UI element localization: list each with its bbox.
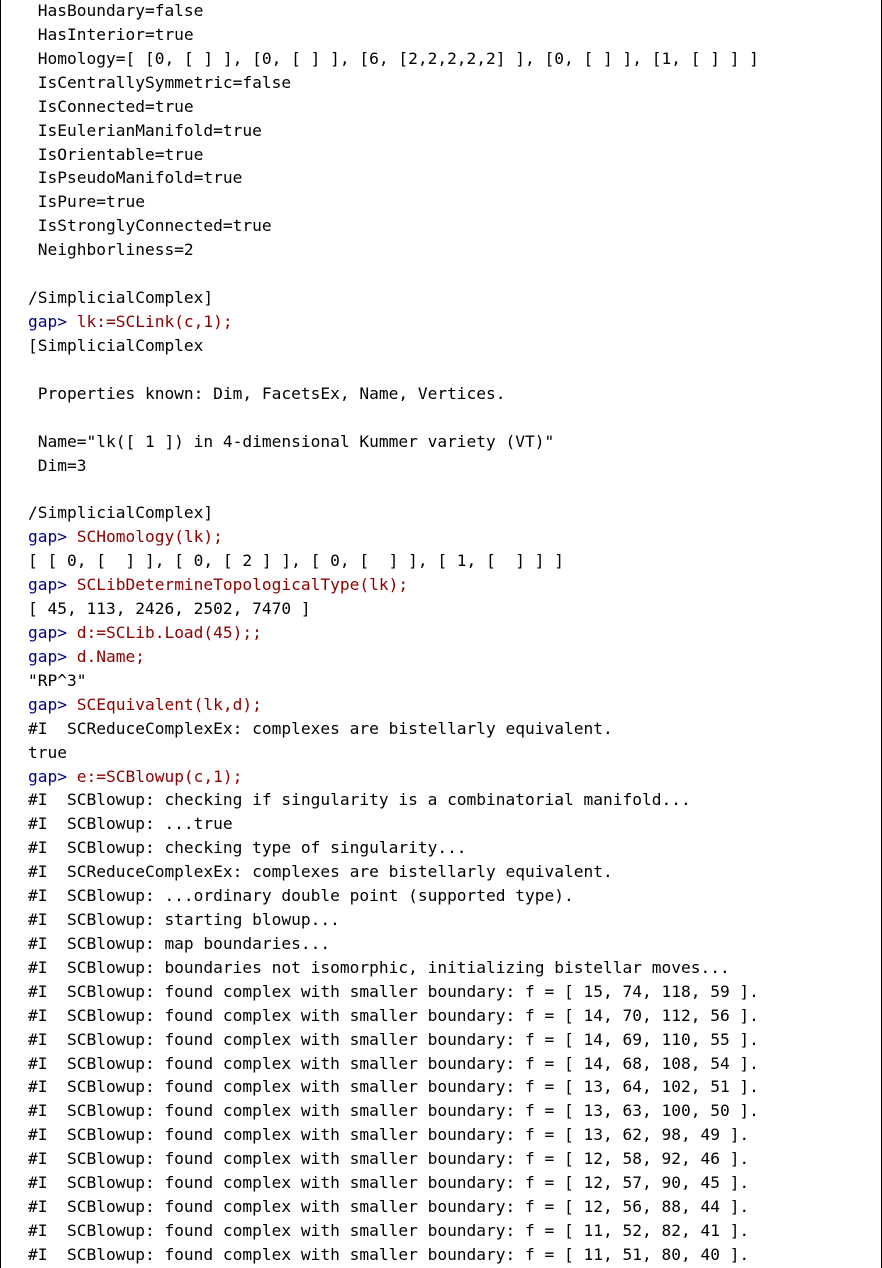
output-line [28, 382, 759, 406]
output-text: [SimplicialComplex [28, 335, 204, 355]
output-text: #I SCBlowup: checking if singularity is a combinatorial manifold... [28, 790, 691, 810]
output-line [28, 717, 759, 741]
output-line [28, 71, 759, 95]
output-text: Properties known: Dim, FacetsEx, Name, Vertices. [28, 383, 506, 403]
output-text: #I SCBlowup: map boundaries... [28, 933, 331, 953]
output-text: IsCentrallySymmetric=false [28, 72, 292, 92]
output-text: #I SCBlowup: found complex with smaller boundary: f = [ 14, 70, 112, 56 ]. [28, 1005, 759, 1025]
output-line [28, 1219, 759, 1243]
output-text: #I SCBlowup: checking type of singularity... [28, 838, 467, 858]
output-line [28, 669, 759, 693]
output-line [28, 1004, 759, 1028]
gap-prompt: gap> [28, 527, 77, 547]
output-text: IsConnected=true [28, 96, 194, 116]
output-text: HasBoundary=false [28, 1, 204, 20]
output-text: #I SCBlowup: ...ordinary double point (supported type). [28, 886, 574, 906]
command-input: lk:=SCLink(c,1); [76, 311, 233, 331]
output-line [28, 1243, 759, 1267]
output-line [28, 956, 759, 980]
output-line [28, 47, 759, 71]
output-text: Dim=3 [28, 455, 87, 475]
output-text: #I SCReduceComplexEx: complexes are bistellarly equivalent. [28, 718, 613, 738]
output-text: "RP^3" [28, 670, 87, 690]
gap-prompt: gap> [28, 766, 77, 786]
output-line [28, 884, 759, 908]
output-line [28, 980, 759, 1004]
output-line [28, 812, 759, 836]
output-text: HasInterior=true [28, 24, 194, 44]
output-text: IsEulerianManifold=true [28, 120, 262, 140]
output-text: #I SCBlowup: starting blowup... [28, 910, 340, 930]
output-line [28, 1028, 759, 1052]
output-line [28, 334, 759, 358]
command-input: SCEquivalent(lk,d); [76, 694, 262, 714]
output-text: #I SCBlowup: found complex with smaller boundary: f = [ 11, 52, 82, 41 ]. [28, 1221, 750, 1241]
command-line [28, 765, 759, 789]
gap-prompt: gap> [28, 694, 77, 714]
output-line [28, 1195, 759, 1219]
command-line [28, 693, 759, 717]
output-text: #I SCBlowup: ...true [28, 814, 233, 834]
output-text: IsOrientable=true [28, 144, 204, 164]
output-line [28, 549, 759, 573]
output-line [28, 430, 759, 454]
output-text: IsPure=true [28, 192, 145, 212]
output-text: /SimplicialComplex] [28, 288, 214, 308]
output-text: #I SCBlowup: found complex with smaller boundary: f = [ 11, 51, 80, 40 ]. [28, 1244, 750, 1264]
blank-line [28, 406, 759, 430]
output-line [28, 1171, 759, 1195]
output-line [28, 1075, 759, 1099]
output-line [28, 0, 759, 23]
output-line [28, 597, 759, 621]
command-line [28, 645, 759, 669]
command-line [28, 310, 759, 334]
command-line [28, 573, 759, 597]
output-text: #I SCBlowup: found complex with smaller boundary: f = [ 13, 64, 102, 51 ]. [28, 1077, 759, 1097]
command-input: d.Name; [76, 646, 145, 666]
output-text: #I SCReduceComplexEx: complexes are bistellarly equivalent. [28, 862, 613, 882]
output-line [28, 1123, 759, 1147]
blank-line [28, 358, 759, 382]
blank-line [28, 477, 759, 501]
output-line [28, 860, 759, 884]
gap-prompt: gap> [28, 622, 77, 642]
blank-line [28, 262, 759, 286]
output-text: true [28, 742, 67, 762]
output-line [28, 23, 759, 47]
output-line [28, 1099, 759, 1123]
output-text: #I SCBlowup: found complex with smaller boundary: f = [ 13, 62, 98, 49 ]. [28, 1125, 750, 1145]
output-line [28, 741, 759, 765]
output-line [28, 238, 759, 262]
output-line [28, 501, 759, 525]
output-line [28, 214, 759, 238]
output-line [28, 788, 759, 812]
output-line [28, 454, 759, 478]
output-line [28, 932, 759, 956]
output-line [28, 119, 759, 143]
output-line [28, 166, 759, 190]
command-input: d:=SCLib.Load(45);; [76, 622, 262, 642]
output-text: #I SCBlowup: found complex with smaller boundary: f = [ 14, 69, 110, 55 ]. [28, 1029, 759, 1049]
output-text: IsStronglyConnected=true [28, 216, 272, 236]
output-line [28, 95, 759, 119]
output-text: IsPseudoManifold=true [28, 168, 243, 188]
command-input: e:=SCBlowup(c,1); [76, 766, 243, 786]
output-text: [ 45, 113, 2426, 2502, 7470 ] [28, 599, 311, 619]
output-line [28, 1147, 759, 1171]
output-line [28, 190, 759, 214]
output-text: [ [ 0, [ ] ], [ 0, [ 2 ] ], [ 0, [ ] ], [ 1, [ ] ] ] [28, 551, 565, 571]
gap-session-listing [28, 0, 759, 1267]
command-input: SCLibDetermineTopologicalType(lk); [76, 575, 409, 595]
output-line [28, 143, 759, 167]
command-line [28, 621, 759, 645]
output-line [28, 836, 759, 860]
output-text: #I SCBlowup: found complex with smaller boundary: f = [ 15, 74, 118, 59 ]. [28, 981, 759, 1001]
output-text: Name="lk([ 1 ]) in 4-dimensional Kummer variety (VT)" [28, 431, 555, 451]
output-text: #I SCBlowup: found complex with smaller boundary: f = [ 14, 68, 108, 54 ]. [28, 1053, 759, 1073]
gap-prompt: gap> [28, 311, 77, 331]
output-text: #I SCBlowup: found complex with smaller boundary: f = [ 12, 57, 90, 45 ]. [28, 1173, 750, 1193]
output-line [28, 1052, 759, 1076]
gap-prompt: gap> [28, 575, 77, 595]
command-input: SCHomology(lk); [76, 527, 223, 547]
output-line [28, 908, 759, 932]
output-text: #I SCBlowup: found complex with smaller boundary: f = [ 13, 63, 100, 50 ]. [28, 1101, 759, 1121]
output-text: #I SCBlowup: found complex with smaller boundary: f = [ 12, 58, 92, 46 ]. [28, 1149, 750, 1169]
gap-prompt: gap> [28, 646, 77, 666]
command-line [28, 525, 759, 549]
output-text: #I SCBlowup: boundaries not isomorphic, initializing bistellar moves... [28, 957, 730, 977]
output-text: /SimplicialComplex] [28, 503, 214, 523]
output-text: Homology=[ [0, [ ] ], [0, [ ] ], [6, [2,2,2,2,2] ], [0, [ ] ], [1, [ ] ] ] [28, 48, 759, 68]
output-text: Neighborliness=2 [28, 240, 194, 260]
output-line [28, 286, 759, 310]
output-text: #I SCBlowup: found complex with smaller boundary: f = [ 12, 56, 88, 44 ]. [28, 1197, 750, 1217]
